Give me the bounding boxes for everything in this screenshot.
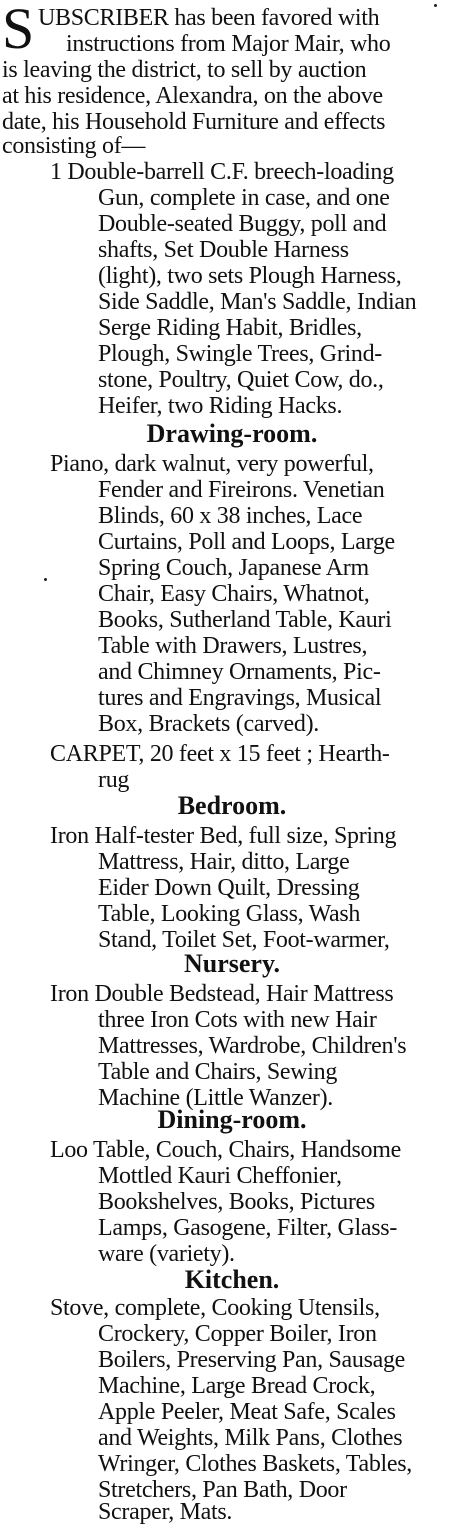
item-line: tures and Engravings, Musical <box>98 685 382 711</box>
carpet-line: CARPET, 20 feet x 15 feet ; Hearth- <box>50 741 390 767</box>
item-line: Box, Brackets (carved). <box>98 711 320 737</box>
section-heading-dining-room: Dining-room. <box>157 1105 307 1134</box>
intro-line: instructions from Major Mair, who <box>66 31 391 57</box>
intro-line: date, his Household Furniture and effects <box>2 109 386 135</box>
item-line: Mattress, Hair, ditto, Large <box>98 849 350 875</box>
item-line: Blinds, 60 x 38 inches, Lace <box>98 503 363 529</box>
item-line: Machine (Little Wanzer). <box>98 1085 333 1111</box>
item-line: Heifer, two Riding Hacks. <box>98 393 343 419</box>
section-heading-kitchen: Kitchen. <box>184 1265 280 1294</box>
item-line: shafts, Set Double Harness <box>98 237 349 263</box>
item-line: Apple Peeler, Meat Safe, Scales <box>98 1399 396 1425</box>
print-speck <box>434 4 437 7</box>
item-line: Plough, Swingle Trees, Grind- <box>98 341 382 367</box>
item-line: Loo Table, Couch, Chairs, Handsome <box>50 1137 401 1163</box>
intro-line: UBSCRIBER has been favored with <box>38 5 380 31</box>
item-line: (light), two sets Plough Harness, <box>98 263 402 289</box>
item-line: Mottled Kauri Cheffonier, <box>98 1163 342 1189</box>
item-line: Gun, complete in case, and one <box>98 185 390 211</box>
item-line: Iron Double Bedstead, Hair Mattress <box>50 981 394 1007</box>
item-line: Wringer, Clothes Baskets, Tables, <box>98 1451 412 1477</box>
section-heading-bedroom: Bedroom. <box>177 791 287 820</box>
item-line: Stove, complete, Cooking Utensils, <box>50 1295 380 1321</box>
item-line: Iron Half-tester Bed, full size, Spring <box>50 823 397 849</box>
item-line: Scraper, Mats. <box>98 1499 233 1525</box>
item-line: Mattresses, Wardrobe, Children's <box>98 1033 407 1059</box>
intro-line: at his residence, Alexandra, on the above <box>2 83 383 109</box>
item-line: ware (variety). <box>98 1241 235 1267</box>
item-line: Serge Riding Habit, Bridles, <box>98 315 362 341</box>
item-line: Books, Sutherland Table, Kauri <box>98 607 392 633</box>
item-line: stone, Poultry, Quiet Cow, do., <box>98 367 384 393</box>
item-line: Piano, dark walnut, very powerful, <box>50 451 374 477</box>
item-line: Double-seated Buggy, poll and <box>98 211 387 237</box>
section-heading-drawing-room: Drawing-room. <box>146 419 318 448</box>
item-line: Stand, Toilet Set, Foot-warmer, <box>98 927 390 953</box>
intro-line: is leaving the district, to sell by auction <box>2 57 367 83</box>
item-line: Spring Couch, Japanese Arm <box>98 555 369 581</box>
drop-cap: S <box>2 0 35 61</box>
intro-line: consisting of— <box>2 133 146 159</box>
item-line: three Iron Cots with new Hair <box>98 1007 377 1033</box>
item-line: Chair, Easy Chairs, Whatnot, <box>98 581 370 607</box>
item-line: and Chimney Ornaments, Pic- <box>98 659 381 685</box>
print-speck <box>44 578 47 581</box>
item-line: Table, Looking Glass, Wash <box>98 901 361 927</box>
item-line: Curtains, Poll and Loops, Large <box>98 529 395 555</box>
item-line: Eider Down Quilt, Dressing <box>98 875 360 901</box>
item-line: 1 Double-barrell C.F. breech-loading <box>50 159 394 185</box>
item-line: Bookshelves, Books, Pictures <box>98 1189 375 1215</box>
item-line: Fender and Fireirons. Venetian <box>98 477 385 503</box>
item-line: Crockery, Copper Boiler, Iron <box>98 1321 377 1347</box>
item-line: Table with Drawers, Lustres, <box>98 633 368 659</box>
section-heading-nursery: Nursery. <box>183 949 281 978</box>
carpet-line: rug <box>98 767 130 793</box>
item-line: Machine, Large Bread Crock, <box>98 1373 376 1399</box>
item-line: and Weights, Milk Pans, Clothes <box>98 1425 403 1451</box>
item-line: Table and Chairs, Sewing <box>98 1059 338 1085</box>
item-line: Stretchers, Pan Bath, Door <box>98 1477 347 1503</box>
item-line: Lamps, Gasogene, Filter, Glass- <box>98 1215 398 1241</box>
item-line: Boilers, Preserving Pan, Sausage <box>98 1347 406 1373</box>
item-line: Side Saddle, Man's Saddle, Indian <box>98 289 417 315</box>
